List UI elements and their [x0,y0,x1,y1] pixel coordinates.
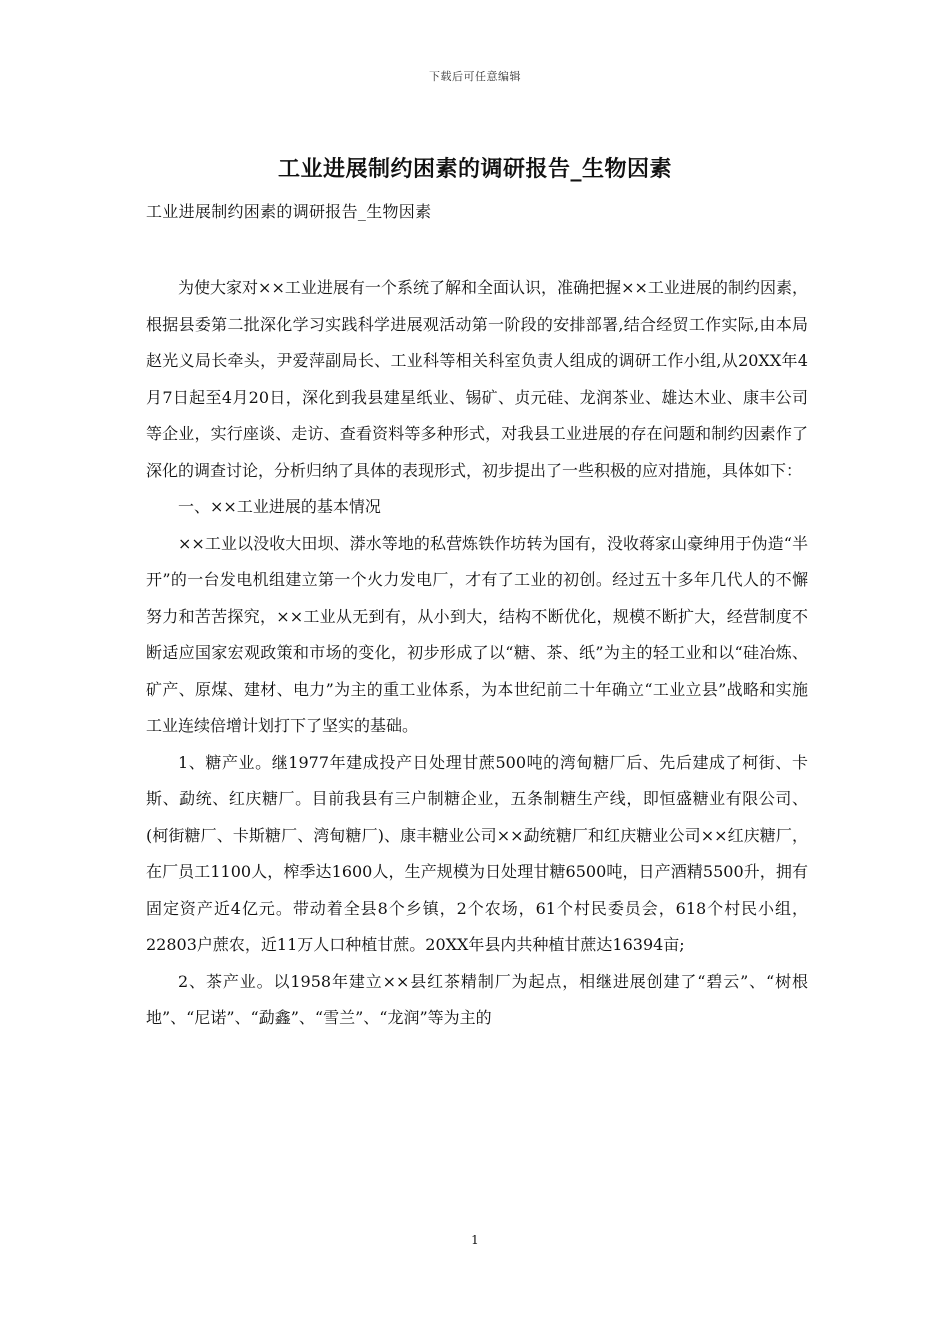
header-note: 下载后可任意编辑 [429,70,521,83]
page-number: 1 [471,1233,479,1247]
paragraph-intro: 为使大家对××工业进展有一个系统了解和全面认识，准确把握××工业进展的制约因素，根据县委第二批深化学习实践科学进展观活动第一阶段的安排部署,结合经贸工作实际,由本局赵光义局长牵头，尹爱萍副局长、工业科等相关科室负责人组成的调研工作小组,从20XX年4月7日起至4月20日，深化到我县建星纸业、锡矿、贞元硅、龙润茶业、雄达木业、康丰公司等企业，实行座谈、走访、查看资料等多种形式，对我县工业进展的存在问题和制约因素作了深化的调查讨论，分析归纳了具体的表现形式，初步提出了一些积极的应对措施，具体如下： [146,278,808,480]
paragraph-sugar-industry: 1、糖产业。继1977年建成投产日处理甘蔗500吨的湾甸糖厂后、先后建成了柯街、卡斯、勐统、红庆糖厂。目前我县有三户制糖企业，五条制糖生产线，即恒盛糖业有限公司、(柯街糖厂、卡斯糖厂、湾甸糖厂)、康丰糖业公司××勐统糖厂和红庆糖业公司××红庆糖厂，在厂员工1100人，榨季达1600人，生产规模为日处理甘糖6500吨，日产酒精5500升，拥有固定资产近4亿元。带动着全县8个乡镇，2个农场，61个村民委员会，618个村民小组，22803户蔗农，近11万人口种植甘蔗。20XX年县内共种植甘蔗达16394亩; [146,752,808,954]
document-body [146,270,808,1037]
paragraph-history: ××工业以没收大田坝、漭水等地的私营炼铁作坊转为国有，没收蒋家山豪绅用于伪造“半开”的一台发电机组建立第一个火力发电厂，才有了工业的初创。经过五十多年几代人的不懈努力和苦苦探究，××工业从无到有，从小到大，结构不断优化，规模不断扩大，经营制度不断适应国家宏观政策和市场的变化，初步形成了以“糖、茶、纸”为主的轻工业和以“硅冶炼、矿产、原煤、建材、电力”为主的重工业体系，为本世纪前二十年确立“工业立县”战略和实施工业连续倍增计划打下了坚实的基础。 [146,533,808,735]
document-subtitle: 工业进展制约困素的调研报告_生物因素 [146,202,432,221]
section-heading: 一、××工业进展的基本情况 [178,497,381,516]
document-title: 工业进展制约困素的调研报告_生物因素 [277,156,672,182]
paragraph-tea-industry: 2、茶产业。以1958年建立××县红茶精制厂为起点，相继进展创建了“碧云”、“树根地”、“尼诺”、“勐鑫”、“雪兰”、“龙润”等为主的 [146,971,808,1027]
